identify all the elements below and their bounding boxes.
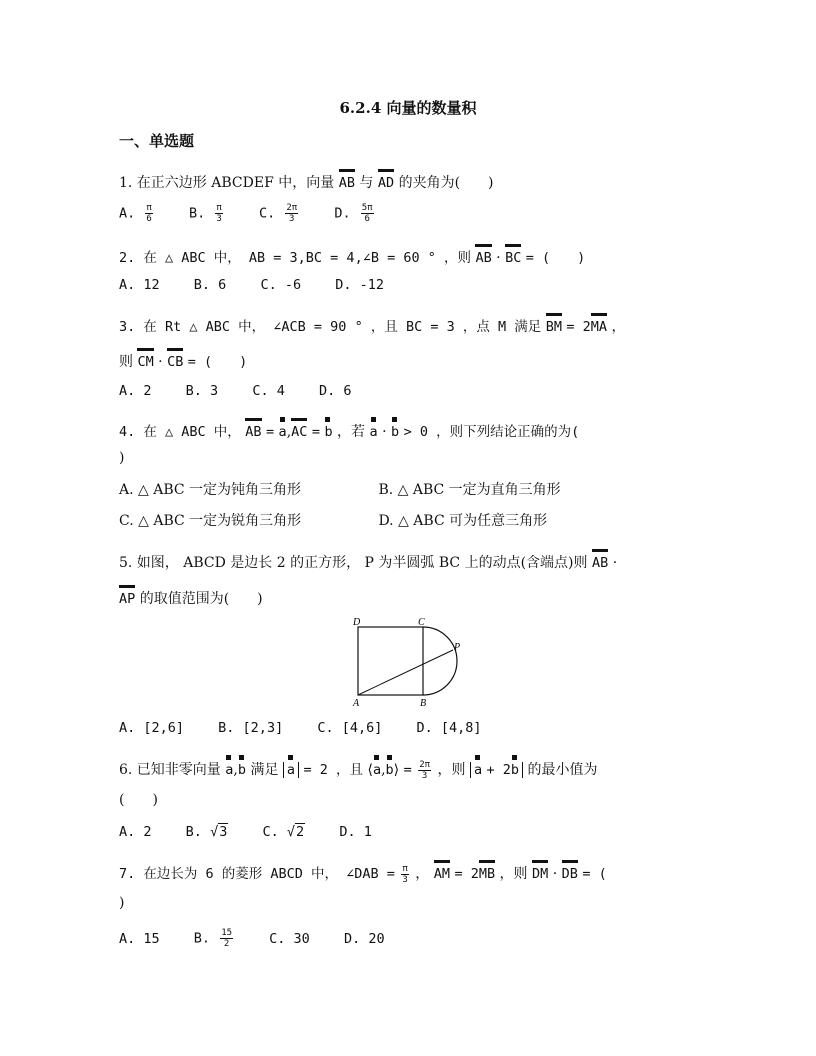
option-b: B. △ ABC 一定为直角三角形 [378, 482, 561, 498]
page-title: 6.2.4 向量的数量积 [339, 99, 477, 117]
question-6-line-2: ( ) [119, 792, 158, 808]
q7-options [119, 928, 411, 949]
question-4: 4. 在 △ ABC 中， AB = a,AC = b ，若 a · b > 0 ，则下列结论正确的为( [119, 417, 579, 442]
q2-suffix: = ( ) [525, 250, 586, 266]
option-b: B. $\frac{15}{2}$ [193, 928, 233, 949]
question-3: 3. 在 Rt △ ABC 中， ∠ACB = 90 ° ，且 BC = 3 ，点 M 满足 BM = 2MA ， [119, 312, 626, 337]
vector-ab: AB [592, 548, 608, 573]
square-semicircle-diagram [350, 615, 470, 710]
vector-ab: AB [475, 243, 491, 268]
q1-suffix: 的夹角为( ) [398, 175, 494, 191]
section-heading: 一、单选题 [119, 132, 195, 150]
option-d: D. -12 [335, 277, 384, 293]
vector-b: b [238, 755, 246, 780]
q1-text: 1. 在正六边形 ABCDEF 中，向量 [119, 175, 335, 191]
vector-ab: AB [339, 168, 355, 193]
option-b: B. √3 [185, 824, 228, 840]
option-a: A. [2,6] [119, 720, 185, 736]
option-c: C. 4 [252, 383, 285, 399]
option-d: D. 1 [339, 824, 372, 840]
option-b: B. [2,3] [218, 720, 284, 736]
question-5: 5. 如图， ABCD 是边长 2 的正方形， P 为半圆弧 BC 上的动点(含端点)则 AB · [119, 548, 617, 573]
vector-b: b [391, 417, 399, 442]
option-c: C. 30 [269, 930, 310, 947]
vector-bc: BC [505, 243, 521, 268]
label-c: C [418, 617, 425, 628]
question-7: 7. 在边长为 6 的菱形 ABCD 中， ∠DAB = $\frac{\pi}{3}$ ， AM = 2MB ，则 DM · DB = ( [119, 859, 607, 885]
q6-options [119, 822, 398, 842]
vector-a: a [225, 755, 233, 780]
q3-text: 3. 在 Rt △ ABC 中， ∠ACB = 90 ° ，且 BC = 3 ，点 M 满足 [119, 319, 542, 335]
vector-a: a [370, 417, 378, 442]
abs-a: a [283, 762, 299, 778]
vector-a: a [279, 417, 287, 442]
vector-ad: AD [378, 168, 394, 193]
abs-sum: a + 2b [470, 762, 523, 778]
option-b: B. $\frac{\pi}{3}$ [188, 203, 222, 224]
option-c: C. -6 [260, 277, 302, 293]
option-a: A. 12 [119, 277, 160, 293]
question-6: 6. 已知非零向量 a,b 满足 a = 2 ，且 ⟨a,b⟩ = $\frac{2\pi}{3}$ ，则 a + 2b 的最小值为 [119, 755, 598, 781]
vector-ab: AB [245, 417, 261, 442]
geometry-figure [350, 615, 470, 714]
fraction: $\frac{2\pi}{3}$ [419, 759, 431, 781]
vector-dm: DM [532, 859, 548, 884]
option-c: C. △ ABC 一定为锐角三角形 [119, 513, 302, 529]
vector-a: a [373, 755, 381, 780]
option-c: C. $\frac{2\pi}{3}$ [258, 203, 298, 224]
q1-options [119, 203, 402, 224]
question-1 [119, 168, 494, 193]
vector-ap: AP [119, 584, 135, 609]
q4-options-row-2 [119, 511, 547, 531]
vector-cb: CB [167, 347, 183, 372]
dot-operator: · [496, 250, 501, 266]
label-p: P [454, 642, 461, 653]
option-d: D. $\frac{5\pi}{6}$ [334, 203, 373, 224]
option-b: B. 6 [193, 277, 227, 293]
question-5-line-2: AP 的取值范围为( ) [119, 584, 263, 609]
option-a: A. 15 [119, 930, 160, 947]
question-4-line-2: ) [119, 450, 125, 466]
vector-mb: MB [479, 859, 495, 884]
vector-am: AM [434, 859, 450, 884]
option-a: A. 2 [119, 824, 152, 840]
option-d: D. △ ABC 可为任意三角形 [378, 513, 548, 529]
question-3-line-2: 则 CM · CB = ( ) [119, 347, 247, 372]
option-b: B. 3 [185, 383, 219, 399]
option-c: C. [4,6] [317, 720, 383, 736]
question-2 [119, 243, 585, 268]
option-a: A. $\frac{\pi}{6}$ [119, 203, 152, 224]
option-a: A. 2 [119, 383, 152, 399]
option-d: D. [4,8] [416, 720, 482, 736]
vector-b: b [386, 755, 394, 780]
vector-b: b [324, 417, 332, 442]
vector-ma: MA [591, 312, 607, 337]
question-7-line-2: ) [119, 895, 125, 911]
label-a: A [353, 698, 360, 709]
q4-options-row-1 [119, 480, 561, 500]
vector-ac: AC [291, 417, 307, 442]
vector-db: DB [562, 859, 578, 884]
dot-operator: · [158, 354, 163, 370]
vector-cm: CM [137, 347, 153, 372]
option-c: C. √2 [262, 824, 305, 840]
label-b: B [420, 698, 427, 709]
q1-mid: 与 [359, 175, 374, 191]
fraction: $\frac{\pi}{3}$ [402, 863, 408, 885]
q3-options [119, 381, 377, 401]
label-d: D [353, 617, 361, 628]
vector-bm: BM [546, 312, 562, 337]
option-d: D. 6 [318, 383, 352, 399]
option-a: A. △ ABC 一定为钝角三角形 [119, 482, 302, 498]
q2-text: 2. 在 △ ABC 中， AB = 3,BC = 4,∠B = 60 ° ，则 [119, 250, 471, 266]
q2-options [119, 275, 410, 295]
option-d: D. 20 [343, 930, 385, 947]
q5-options [119, 718, 508, 738]
